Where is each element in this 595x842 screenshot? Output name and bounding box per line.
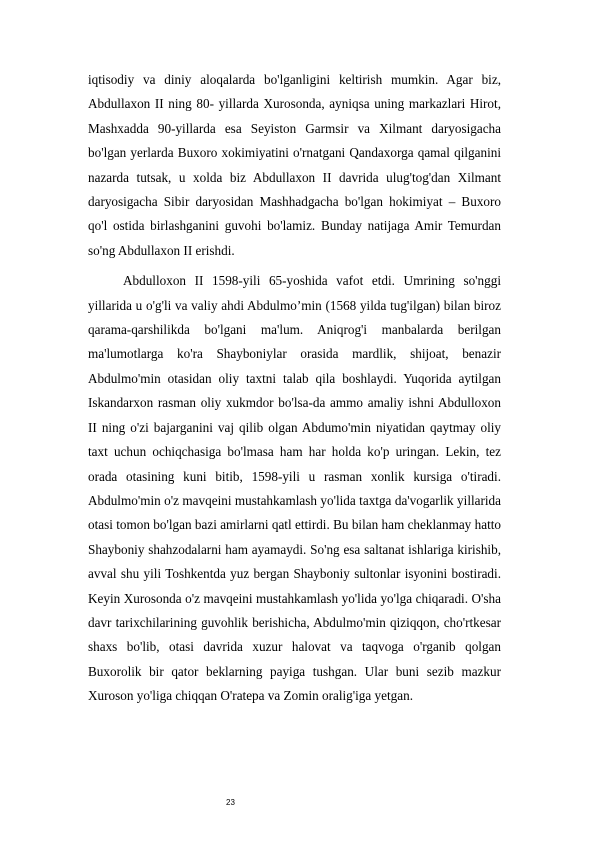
paragraph-2: Abdulloxon II 1598-yili 65-yoshida vafot etdi. Umrining so'nggi yillarida u o'g'li va valiy ahdi Abdulmo’min (1568 yilda tug'ilgan) bilan biroz qarama-qarshilikda bo'lgani ma'lum. Aniqrog'i manbalarda berilgan ma'lumotlarga ko'ra Shayboniylar orasida mardlik, shijoat, benazir Abdulmo'min otasidan oliy taxtni talab qila boshlaydi. Yuqorida aytilgan Iskandarxon rasman oliy xukmdor bo'lsa-da ammo amaliy ishni Abdulloxon II ning o'zi bajarganini vaj qilib olgan Abdumo'min niyatidan qaytmay oliy taxt uchun ochiqchasiga bo'lmasa ham har holda ko'p uringan. Lekin, tez orada otasining kuni bitib, 1598-yili u rasman xonlik kursiga o'tiradi. Abdulmo'min o'z mavqeini mustahkamlash yo'lida taxtga da'vogarlik yillarida otasi tomon bo'lgan bazi amirlarni qatl ettirdi. Bu bilan ham cheklanmay hatto Shayboniy shahzodalarni ham ayamaydi. So'ng esa saltanat ishlariga kirishib, avval shu yili Toshkentda yuz bergan Shayboniy sultonlar isyonini bostiradi. Keyin Xurosonda o'z mavqeini mustahkamlash yo'lida yo'lga chiqaradi. O'sha davr tarixchilarining guvohlik berishicha, Abdulmo'min qiziqqon, cho'rtkesar shaxs bo'lib, otasi davrida xuzur halovat va taqvoga o'rganib qolgan Buxorolik bir qator beklarning payiga tushgan. Ular buni sezib mazkur Xuroson yo'liga chiqqan O'ratepa va Zomin oralig'iga yetgan. [88, 273, 501, 704]
document-body [88, 68, 501, 709]
page-number: 23 [226, 798, 235, 807]
paragraph-1: iqtisodiy va diniy aloqalarda bo'lganligini keltirish mumkin. Agar biz, Abdullaxon II ning 80- yillarda Xurosonda, ayniqsa uning markazlari Hirot, Mashxadda 90-yillarda esa Seyiston Garmsir va Xilmant daryosigacha bo'lgan yerlarda Buxoro xokimiyatini o'rnatgani Qandaxorga qamal qilganini nazarda tutsak, u xolda biz Abdullaxon II davrida ulug'tog'dan Xilmant daryosigacha Sibir daryosidan Mashhadgacha bo'lgan hokimiyat – Buxoro qo'l ostida birlashganini guvohi bo'lamiz. Bunday natijaga Amir Temurdan so'ng Abdullaxon II erishdi. [88, 72, 501, 258]
